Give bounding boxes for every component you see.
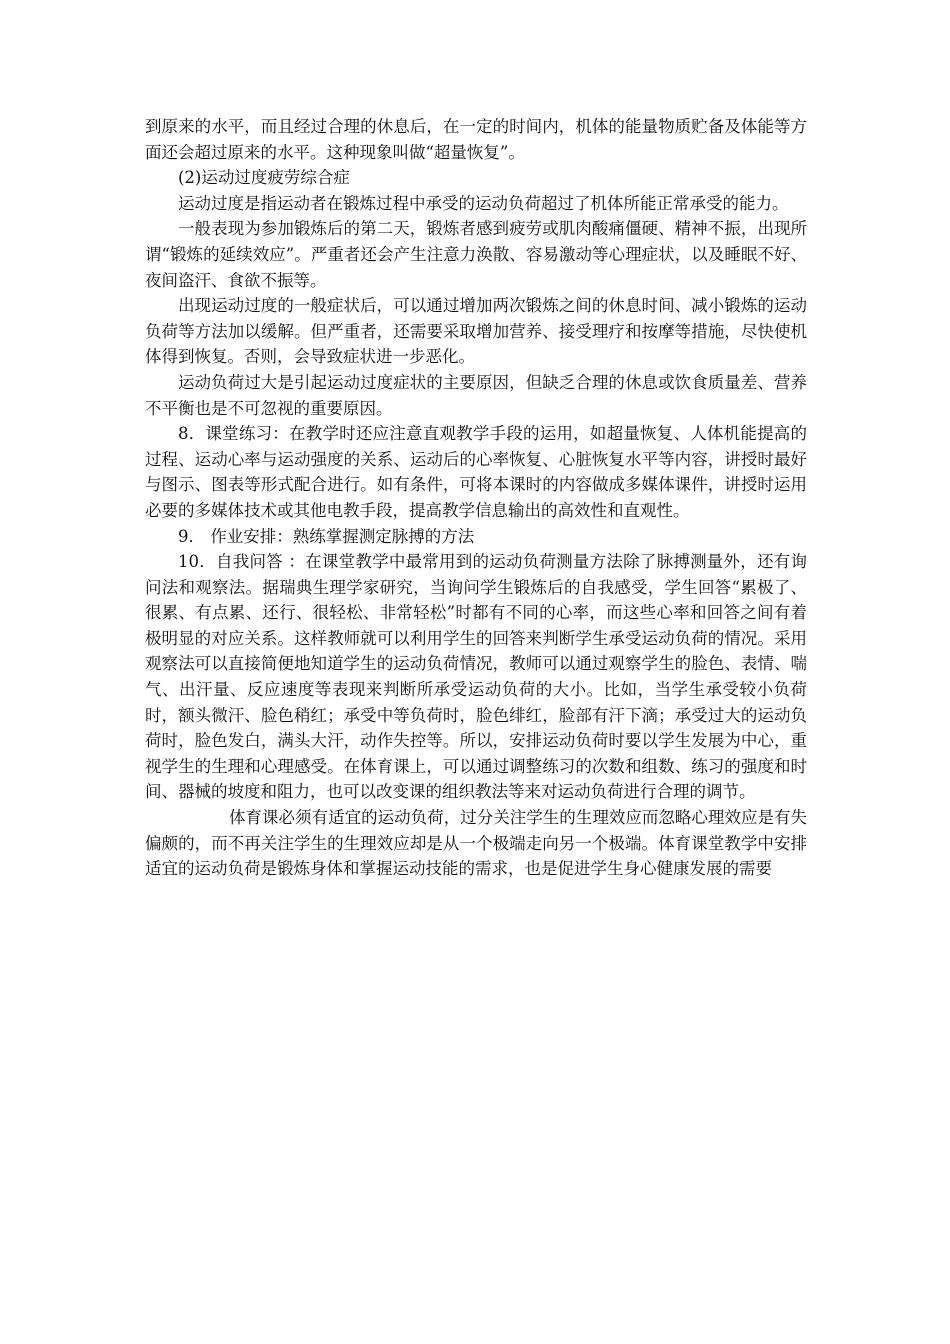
document-body	[145, 114, 807, 882]
paragraph-main-cause: 运动负荷过大是引起运动过度症状的主要原因，但缺乏合理的休息或饮食质量差、营养不平衡也是不可忽视的重要原因。	[145, 372, 807, 418]
paragraph-conclusion: 体育课必须有适宜的运动负荷，过分关注学生的生理效应而忽略心理效应是有失偏颇的，而不再关注学生的生理效应却是从一个极端走向另一个极端。体育课堂教学中安排适宜的运动负荷是锻炼身体和掌握运动技能的需求，也是促进学生身心健康发展的需要	[145, 808, 807, 879]
paragraph-relief-methods: 出现运动过度的一般症状后，可以通过增加两次锻炼之间的休息时间、减小锻炼的运动负荷等方法加以缓解。但严重者，还需要采取增加营养、接受理疗和按摩等措施，尽快使机体得到恢复。否则，会导致症状进一步恶化。	[145, 296, 807, 367]
heading-overtraining-syndrome: (2)运动过度疲劳综合症	[178, 168, 350, 188]
paragraph-self-questioning: 10．自我问答 ：在课堂教学中最常用到的运动负荷测量方法除了脉搏测量外，还有询问法和观察法。据瑞典生理学家研究，当询问学生锻炼后的自我感受，学生回答“累极了、很累、有点累、还行、很轻松、非常轻松”时都有不同的心率，而这些心率和回答之间有着极明显的对应关系。这样教师就可以利用学生的回答来判断学生承受运动负荷的情况。采用观察法可以直接简便地知道学生的运动负荷情况，教师可以通过观察学生的脸色、表情、喘气、出汗量、反应速度等表现来判断所承受运动负荷的大小。比如，当学生承受较小负荷时，额头微汗、脸色稍红；承受中等负荷时，脸色绯红，脸部有汗下滴；承受过大的运动负荷时，脸色发白，满头大汗，动作失控等。所以，安排运动负荷时要以学生发展为中心，重视学生的生理和心理感受。在体育课上，可以通过调整练习的次数和组数、练习的强度和时间、器械的坡度和阻力，也可以改变课的组织教法等来对运动负荷进行合理的调节。	[145, 552, 807, 802]
paragraph-classroom-practice: 8．课堂练习：在教学时还应注意直观教学手段的运用，如超量恢复、人体机能提高的过程、运动心率与运动强度的关系、运动后的心率恢复、心脏恢复水平等内容，讲授时最好与图示、图表等形式配合进行。如有条件，可将本课时的内容做成多媒体课件，讲授时运用必要的多媒体技术或其他电教手段，提高教学信息输出的高效性和直观性。	[145, 424, 807, 520]
paragraph-general-symptoms: 一般表现为参加锻炼后的第二天，锻炼者感到疲劳或肌肉酸痛僵硬、精神不振，出现所谓“锻炼的延续效应”。严重者还会产生注意力涣散、容易激动等心理症状，以及睡眠不好、夜间盗汗、食欲不振等。	[145, 219, 807, 290]
paragraph-homework: 9． 作业安排：熟练掌握测定脉搏的方法	[178, 526, 475, 546]
paragraph-overtraining-definition: 运动过度是指运动者在锻炼过程中承受的运动负荷超过了机体所能正常承受的能力。	[178, 193, 789, 213]
paragraph-supercompensation: 到原来的水平，而且经过合理的休息后，在一定的时间内，机体的能量物质贮备及体能等方面还会超过原来的水平。这种现象叫做“超量恢复”。	[145, 117, 807, 162]
